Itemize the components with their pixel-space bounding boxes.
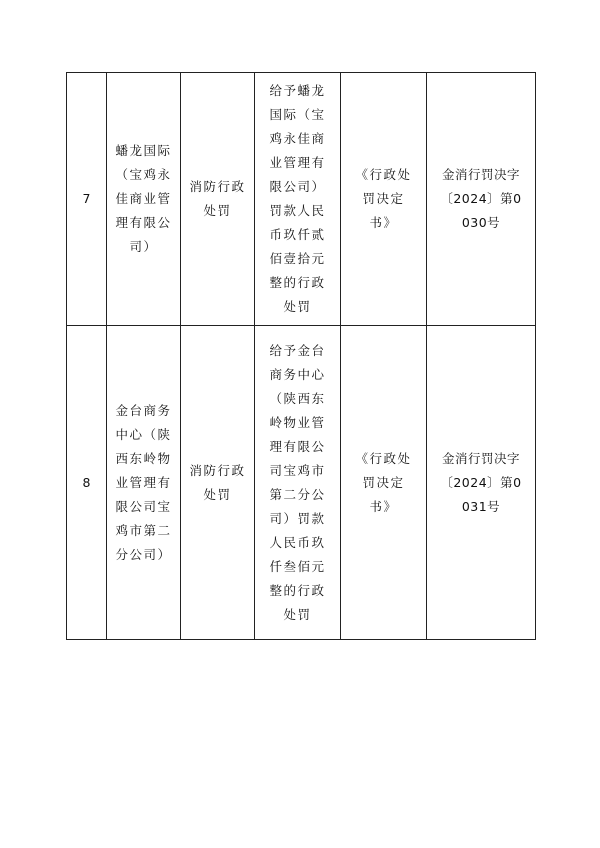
row-index: 7 — [82, 191, 91, 206]
row-index: 8 — [82, 474, 91, 490]
table-row — [67, 73, 536, 326]
penalty-table — [66, 72, 536, 640]
decision-number: 金消行罚决字〔2024〕第0031号 — [440, 450, 522, 514]
table-row — [67, 326, 536, 640]
decision-document: 《行政处罚决定书》 — [355, 167, 412, 230]
decision-document: 《行政处罚决定书》 — [355, 450, 412, 514]
row-index-cell — [67, 326, 107, 640]
penalty-content: 给予蟠龙国际（宝鸡永佳商业管理有限公司）罚款人民币玖仟贰佰壹拾元整的行政处罚 — [269, 83, 326, 314]
party-cell — [107, 326, 181, 640]
document-cell — [341, 326, 427, 640]
party-cell — [107, 73, 181, 326]
content-cell — [255, 73, 341, 326]
number-cell — [427, 73, 536, 326]
party-name: 蟠龙国际（宝鸡永佳商业管理有限公司） — [115, 143, 172, 254]
type-cell — [181, 73, 255, 326]
penalty-type: 消防行政处罚 — [189, 179, 246, 218]
row-index-cell — [67, 73, 107, 326]
decision-number: 金消行罚决字〔2024〕第0030号 — [440, 167, 522, 230]
number-cell — [427, 326, 536, 640]
penalty-content: 给予金台商务中心（陕西东岭物业管理有限公司宝鸡市第二分公司）罚款人民币玖仟叁佰元整的行政处罚 — [269, 342, 326, 622]
content-cell — [255, 326, 341, 640]
document-cell — [341, 73, 427, 326]
type-cell — [181, 326, 255, 640]
penalty-type: 消防行政处罚 — [189, 462, 246, 502]
party-name: 金台商务中心（陕西东岭物业管理有限公司宝鸡市第二分公司） — [115, 402, 172, 562]
